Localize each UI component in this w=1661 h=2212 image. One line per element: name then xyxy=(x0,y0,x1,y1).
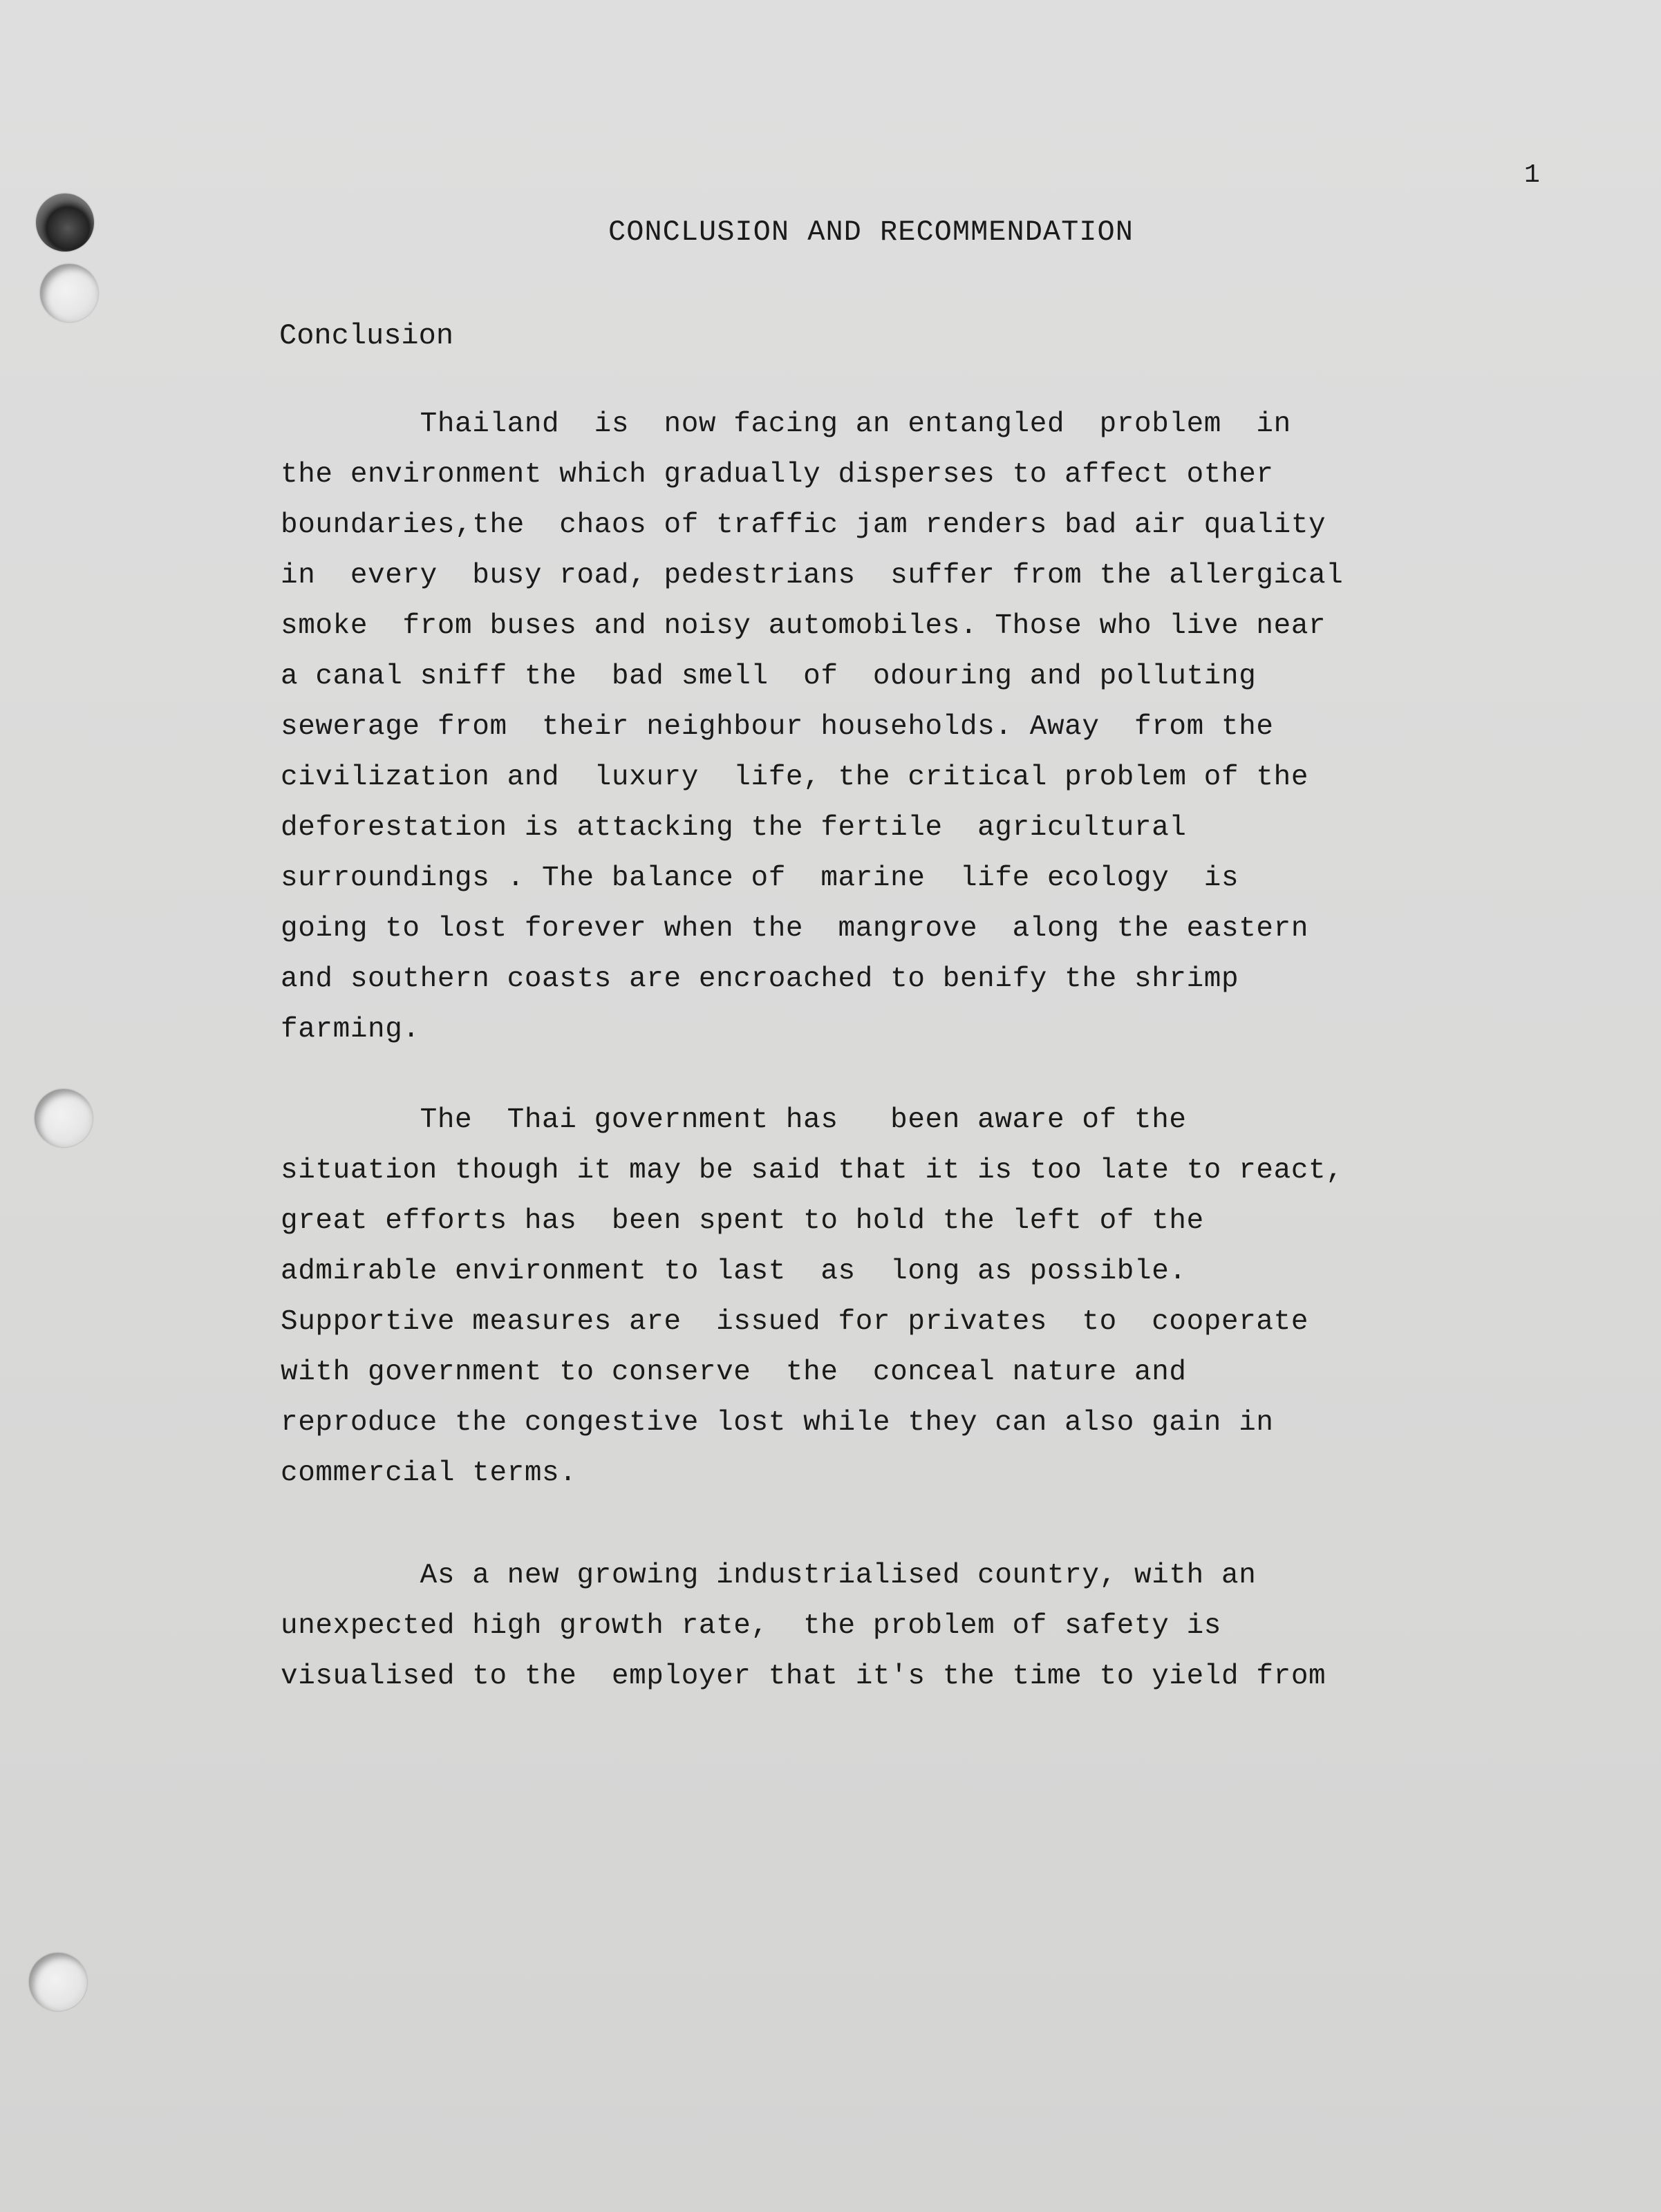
text-line: Thailand is now facing an entangled problem in xyxy=(281,408,1291,440)
text-line: in every busy road, pedestrians suffer from the allergical xyxy=(281,560,1344,592)
paragraph-1 xyxy=(281,399,1546,1055)
text-line: deforestation is attacking the fertile agricultural xyxy=(281,812,1187,844)
text-line: and southern coasts are encroached to benify the shrimp xyxy=(281,963,1239,995)
text-line: admirable environment to last as long as possible. xyxy=(281,1256,1187,1287)
text-line: boundaries,the chaos of traffic jam renders bad air quality xyxy=(281,509,1326,541)
text-line: As a new growing industrialised country, with an xyxy=(281,1560,1257,1591)
text-line: farming. xyxy=(281,1014,420,1046)
text-line: visualised to the employer that it's the time to yield from xyxy=(281,1661,1326,1692)
binder-hole xyxy=(35,1089,93,1147)
page-title: CONCLUSION AND RECOMMENDATION xyxy=(608,216,1134,249)
text-line: commercial terms. xyxy=(281,1457,577,1489)
text-line: going to lost forever when the mangrove along the eastern xyxy=(281,913,1309,945)
text-line: the environment which gradually disperses to affect other xyxy=(281,459,1274,491)
text-line: great efforts has been spent to hold the left of the xyxy=(281,1205,1204,1237)
text-line: The Thai government has been aware of the xyxy=(281,1104,1187,1136)
text-line: civilization and luxury life, the critical problem of the xyxy=(281,762,1309,793)
binder-hole xyxy=(29,1953,87,2011)
page-number: 1 xyxy=(1524,160,1540,190)
section-heading: Conclusion xyxy=(279,319,454,352)
binder-hole xyxy=(36,193,94,252)
text-line: reproduce the congestive lost while they can also gain in xyxy=(281,1407,1274,1439)
text-line: with government to conserve the conceal nature and xyxy=(281,1356,1187,1388)
text-line: sewerage from their neighbour households. Away from the xyxy=(281,711,1274,743)
text-line: situation though it may be said that it is too late to react, xyxy=(281,1155,1344,1187)
binder-hole xyxy=(40,264,98,322)
text-line: a canal sniff the bad smell of odouring and polluting xyxy=(281,661,1257,692)
paragraph-2 xyxy=(281,1095,1546,1499)
text-line: smoke from buses and noisy automobiles. Those who live near xyxy=(281,610,1326,642)
text-line: Supportive measures are issued for privates to cooperate xyxy=(281,1306,1309,1338)
paragraph-3 xyxy=(281,1551,1546,1702)
text-line: unexpected high growth rate, the problem of safety is xyxy=(281,1610,1222,1642)
text-line: surroundings . The balance of marine life ecology is xyxy=(281,862,1239,894)
